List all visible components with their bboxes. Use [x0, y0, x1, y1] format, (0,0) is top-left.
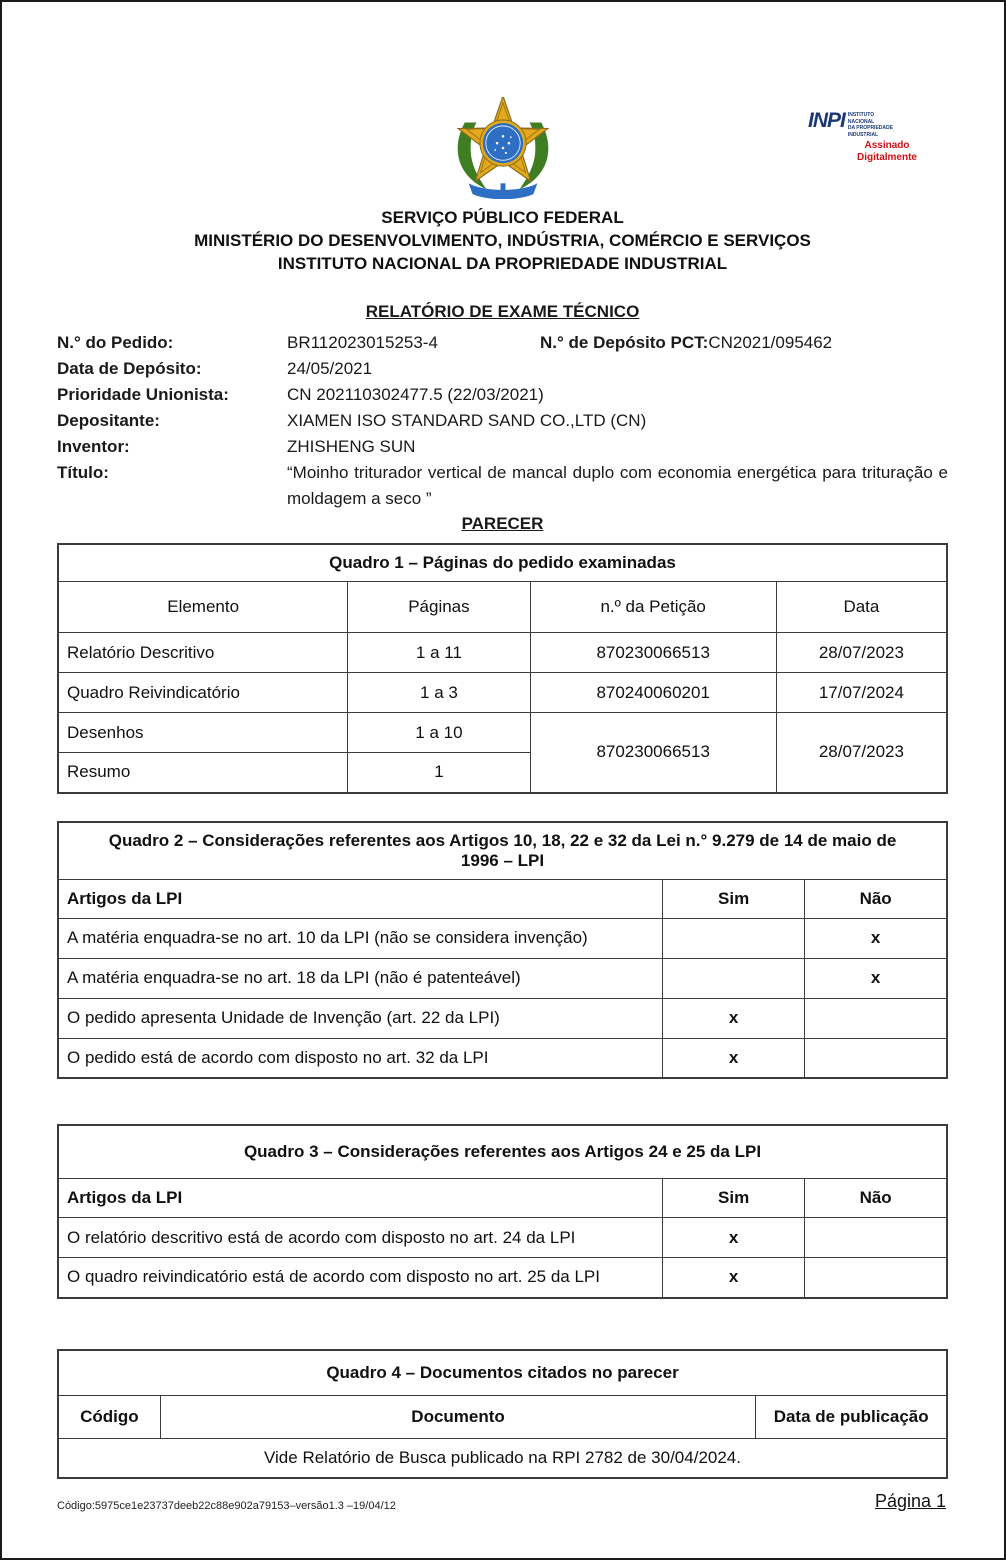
table-row [58, 713, 947, 753]
quadro1-header-data: Data [776, 582, 947, 633]
quadro3-table [57, 1124, 948, 1299]
quadro2-header-artigos: Artigos da LPI [58, 879, 663, 918]
quadro1-cell-paginas: 1 [348, 753, 530, 793]
quadro3-nao-mark [805, 1218, 947, 1258]
field-pct-label: N.° de Depósito PCT: [540, 333, 709, 352]
field-prioridade [57, 382, 948, 408]
table-row [58, 673, 947, 713]
quadro3-header-row [58, 1179, 947, 1218]
quadro1-cell-peticao: 870230066513 [530, 633, 776, 673]
quadro1-cell-peticao: 870240060201 [530, 673, 776, 713]
quadro4-table [57, 1349, 948, 1479]
brazil-coat-of-arms-icon [449, 97, 557, 204]
quadro1-cell-paginas: 1 a 3 [348, 673, 530, 713]
quadro2-nao-mark [805, 998, 947, 1038]
org-line-instituto: INSTITUTO NACIONAL DA PROPRIEDADE INDUSTRIAL [277, 254, 728, 273]
quadro3-row-label: O quadro reivindicatório está de acordo com disposto no art. 25 da LPI [58, 1258, 663, 1298]
quadro3-header-nao: Não [805, 1179, 947, 1218]
quadro4-header-codigo: Código [58, 1395, 160, 1438]
footer-document-code: Código:5975ce1e23737deeb22c88e902a79153–versão1.3 –19/04/12 [57, 1500, 396, 1512]
field-titulo-label: Título: [57, 463, 109, 482]
quadro1-cell-elemento: Quadro Reivindicatório [58, 673, 348, 713]
quadro4-header-data: Data de publicação [756, 1395, 947, 1438]
digitally-signed-label: Assinado Digitalmente [856, 140, 917, 163]
quadro2-table [57, 821, 948, 1080]
quadro4-header-documento: Documento [160, 1395, 756, 1438]
table-row [58, 958, 947, 998]
field-pedido [57, 330, 948, 356]
field-depositante-value: XIAMEN ISO STANDARD SAND CO.,LTD (CN) [287, 411, 647, 430]
quadro2-header-nao: Não [805, 879, 947, 918]
inpi-logo-icon: INPI [808, 109, 845, 132]
report-title: RELATÓRIO DE EXAME TÉCNICO [365, 302, 640, 321]
quadro4-row-text: Vide Relatório de Busca publicado na RPI 2782 de 30/04/2024. [58, 1438, 947, 1478]
field-pct-value: CN2021/095462 [708, 333, 833, 352]
quadro2-row-label: O pedido está de acordo com disposto no art. 32 da LPI [58, 1038, 663, 1078]
table-row [58, 998, 947, 1038]
quadro1-cell-elemento: Resumo [58, 753, 348, 793]
quadro3-row-label: O relatório descritivo está de acordo com disposto no art. 24 da LPI [58, 1218, 663, 1258]
quadro1-cell-paginas: 1 a 10 [348, 713, 530, 753]
footer-page-number: Página 1 [874, 1491, 946, 1511]
field-deposito [57, 356, 948, 382]
field-inventor [57, 434, 948, 460]
org-line-federal: SERVIÇO PÚBLICO FEDERAL [381, 208, 624, 227]
field-inventor-label: Inventor: [57, 437, 130, 456]
quadro2-nao-mark [805, 1038, 947, 1078]
quadro1-cell-data-merged: 28/07/2023 [776, 713, 947, 793]
quadro3-nao-mark [805, 1258, 947, 1298]
table-row [58, 1218, 947, 1258]
quadro2-row-label: O pedido apresenta Unidade de Invenção (art. 22 da LPI) [58, 998, 663, 1038]
field-deposito-value: 24/05/2021 [287, 359, 373, 378]
table-row [58, 918, 947, 958]
quadro2-sim-mark: x [663, 998, 805, 1038]
quadro3-header-sim: Sim [663, 1179, 805, 1218]
field-titulo-value: “Moinho triturador vertical de mancal duplo com economia energética para trituração e moldagem a seco ” [287, 463, 953, 508]
quadro1-table [57, 543, 948, 794]
quadro2-row-label: A matéria enquadra-se no art. 18 da LPI (não é patenteável) [58, 958, 663, 998]
quadro2-title: Quadro 2 – Considerações referentes aos Artigos 10, 18, 22 e 32 da Lei n.° 9.279 de 14 de maio de 1996 – LPI [58, 822, 947, 880]
field-titulo [57, 460, 953, 512]
quadro1-title: Quadro 1 – Páginas do pedido examinadas [58, 544, 947, 582]
quadro2-header-sim: Sim [663, 879, 805, 918]
field-pedido-label: N.° do Pedido: [57, 333, 174, 352]
field-pct [540, 330, 832, 356]
field-prioridade-value: CN 202110302477.5 (22/03/2021) [287, 385, 544, 404]
document-header [57, 2, 948, 202]
quadro2-header-row [58, 879, 947, 918]
quadro3-title: Quadro 3 – Considerações referentes aos Artigos 24 e 25 da LPI [58, 1125, 947, 1179]
quadro1-cell-paginas: 1 a 11 [348, 633, 530, 673]
quadro2-sim-mark [663, 918, 805, 958]
quadro1-header-paginas: Páginas [348, 582, 530, 633]
quadro2-sim-mark [663, 958, 805, 998]
org-line-ministerio: MINISTÉRIO DO DESENVOLVIMENTO, INDÚSTRIA, COMÉRCIO E SERVIÇOS [194, 231, 811, 250]
quadro2-row-label: A matéria enquadra-se no art. 10 da LPI (não se considera invenção) [58, 918, 663, 958]
table-row [58, 1038, 947, 1078]
field-prioridade-label: Prioridade Unionista: [57, 385, 229, 404]
field-depositante [57, 408, 948, 434]
field-pedido-value: BR112023015253-4 [287, 333, 438, 352]
quadro1-cell-data: 17/07/2024 [776, 673, 947, 713]
quadro1-header-row [58, 582, 947, 633]
quadro1-cell-elemento: Desenhos [58, 713, 348, 753]
field-inventor-value: ZHISHENG SUN [287, 437, 416, 456]
table-row [58, 1258, 947, 1298]
inpi-caption: INSTITUTO NACIONAL DA PROPRIEDADE INDUSTRIAL [847, 112, 893, 138]
quadro2-nao-mark: x [805, 958, 947, 998]
quadro1-header-elemento: Elemento [58, 582, 348, 633]
inpi-signature-badge [808, 110, 948, 163]
table-row [58, 1438, 947, 1478]
quadro1-cell-peticao-merged: 870230066513 [530, 713, 776, 793]
bibliographic-fields [57, 330, 953, 512]
table-row [58, 633, 947, 673]
quadro2-sim-mark: x [663, 1038, 805, 1078]
field-deposito-label: Data de Depósito: [57, 359, 202, 378]
quadro1-cell-data: 28/07/2023 [776, 633, 947, 673]
parecer-heading: PARECER [461, 514, 544, 533]
quadro1-cell-elemento: Relatório Descritivo [58, 633, 348, 673]
org-header [57, 206, 948, 275]
quadro4-title: Quadro 4 – Documentos citados no parecer [58, 1350, 947, 1396]
quadro3-header-artigos: Artigos da LPI [58, 1179, 663, 1218]
quadro4-header-row [58, 1395, 947, 1438]
quadro3-sim-mark: x [663, 1218, 805, 1258]
quadro1-header-peticao: n.º da Petição [530, 582, 776, 633]
quadro2-nao-mark: x [805, 918, 947, 958]
field-depositante-label: Depositante: [57, 411, 160, 430]
quadro3-sim-mark: x [663, 1258, 805, 1298]
